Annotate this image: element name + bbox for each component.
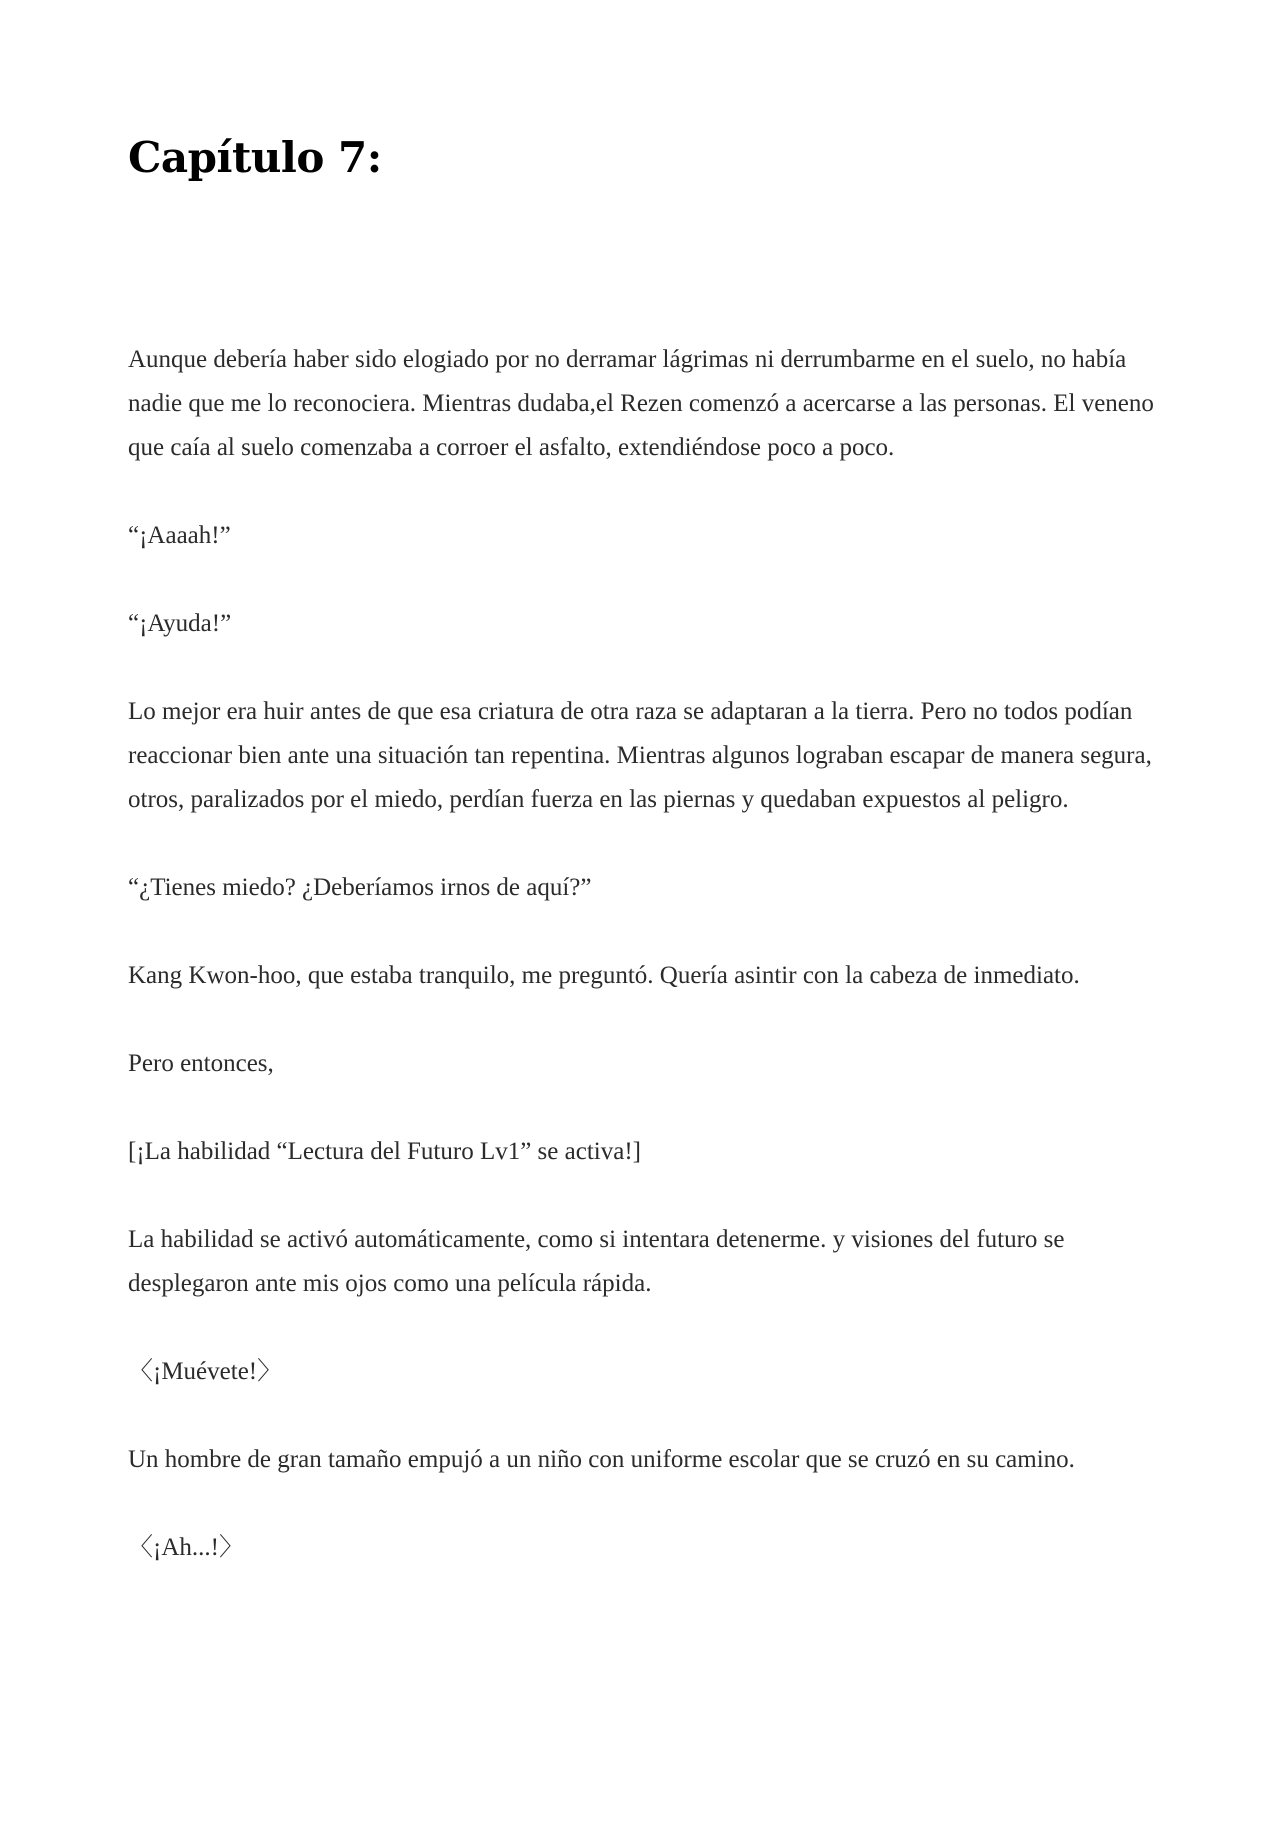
chapter-body [128, 338, 1168, 1614]
chapter-title: Capítulo 7: [128, 133, 382, 182]
paragraph-vision-dialogue: 〈¡Ah...!〉 [128, 1534, 244, 1561]
paragraph-vision-dialogue: 〈¡Muévete!〉 [128, 1358, 283, 1385]
paragraph-narration: Aunque debería haber sido elogiado por no derramar lágrimas ni derrumbarme en el suelo, no había nadie que me lo reconociera. Mientras dudaba,el Rezen comenzó a acercarse a las personas. El veneno que caía al suelo comenzaba a corroer el asfalto, extendiéndose poco a poco. [128, 346, 1154, 461]
paragraph-narration: La habilidad se activó automáticamente, como si intentara detenerme. y visiones del futuro se desplegaron ante mis ojos como una película rápida. [128, 1226, 1065, 1297]
paragraph-narration: Kang Kwon-hoo, que estaba tranquilo, me preguntó. Quería asintir con la cabeza de inmediato. [128, 962, 1080, 989]
paragraph-dialogue: “¡Ayuda!” [128, 610, 232, 637]
paragraph-dialogue: “¡Aaaah!” [128, 522, 231, 549]
paragraph-dialogue: “¿Tienes miedo? ¿Deberíamos irnos de aquí?” [128, 874, 592, 901]
paragraph-system-message: [¡La habilidad “Lectura del Futuro Lv1” se activa!] [128, 1138, 641, 1165]
paragraph-narration: Un hombre de gran tamaño empujó a un niño con uniforme escolar que se cruzó en su camino. [128, 1446, 1075, 1473]
paragraph-narration: Pero entonces, [128, 1050, 274, 1077]
paragraph-narration: Lo mejor era huir antes de que esa criatura de otra raza se adaptaran a la tierra. Pero no todos podían reaccionar bien ante una situación tan repentina. Mientras algunos lograban escapar de manera segura, otros, paralizados por el miedo, perdían fuerza en las piernas y quedaban expuestos al peligro. [128, 698, 1152, 813]
